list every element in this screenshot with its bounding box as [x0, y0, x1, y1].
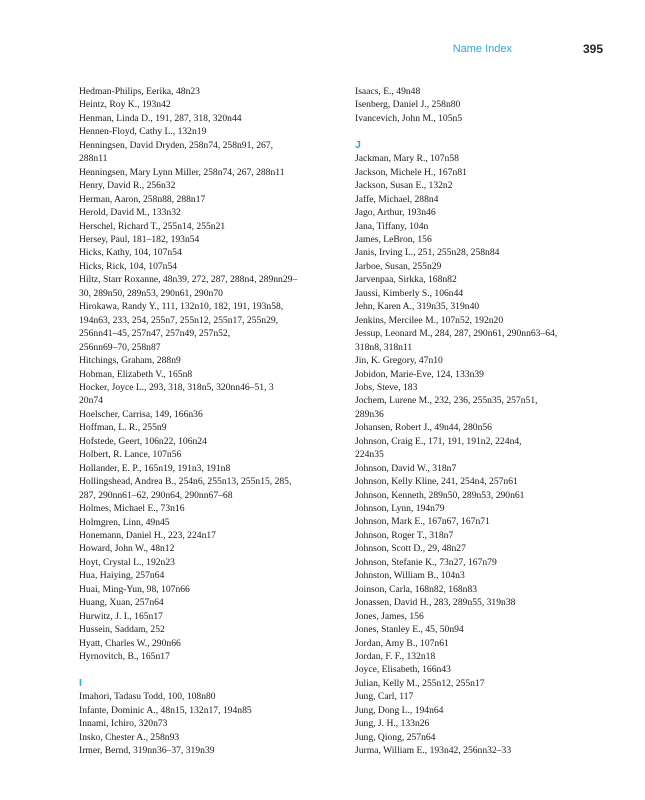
index-entry [79, 475, 341, 502]
index-entry-text: Herold, David M., 133n32 [79, 207, 181, 219]
index-entry-text: Henman, Linda D., 191, 287, 318, 320n44 [79, 112, 242, 124]
index-entry-text: Jobidon, Marie-Eve, 124, 133n39 [355, 368, 484, 380]
index-entry [355, 731, 613, 744]
index-entry [79, 502, 341, 515]
index-entry-text: Joyce, Elisabeth, 166n43 [355, 664, 451, 676]
index-entry [355, 152, 613, 165]
index-entry [79, 462, 341, 475]
index-entry [355, 327, 613, 354]
index-entry [355, 354, 613, 367]
index-entry [355, 273, 613, 286]
index-entry-continuation: 288n11 [79, 153, 108, 165]
index-entry [355, 314, 613, 327]
page-header [0, 43, 645, 59]
index-entry [79, 273, 341, 300]
index-entry-text: Joinson, Carla, 168n82, 168n83 [355, 583, 478, 595]
index-entry-continuation: 256nn41–45, 257n47, 257n49, 257n52, [79, 328, 231, 340]
index-entry-text: Howard, John W., 48n12 [79, 543, 175, 555]
index-entry [355, 166, 613, 179]
index-entry [79, 233, 341, 246]
index-entry [355, 502, 613, 515]
index-entry [355, 381, 613, 394]
index-entry [355, 246, 613, 259]
index-entry-continuation: 287, 290nn61–62, 290n64, 290nn67–68 [79, 489, 233, 501]
index-entry-text: Hocker, Joyce L., 293, 318, 318n5, 320nn46–51, 3 [79, 381, 274, 393]
index-entry-text: Jonassen, David H., 283, 289n55, 319n38 [355, 597, 516, 609]
index-entry [79, 246, 341, 259]
index-entry [355, 98, 613, 111]
index-entry [79, 206, 341, 219]
index-entry-text: Jaussi, Kimberly S., 106n44 [355, 287, 464, 299]
index-entry [79, 260, 341, 273]
index-entry [355, 663, 613, 676]
index-entry-text: Jana, Tiffany, 104n [355, 220, 429, 232]
index-entry-text: Jones, Stanley E., 45, 50n94 [355, 624, 464, 636]
index-entry-text: Innami, Ichiro, 320n73 [79, 718, 168, 730]
index-entry-text: Jurma, William E., 193n42, 256nn32–33 [355, 745, 512, 757]
index-entry [79, 744, 341, 757]
index-entry-text: Jackson, Susan E., 132n2 [355, 180, 453, 192]
index-entry-text: Jackson, Michele H., 167n81 [355, 166, 467, 178]
index-entry-text: Johnston, William B., 104n3 [355, 570, 465, 582]
index-entry-text: Hollingshead, Andrea B., 254n6, 255n13, 255n15, 285, [79, 476, 292, 488]
index-entry [355, 677, 613, 690]
index-entry-continuation: 224n35 [355, 449, 384, 461]
index-entry-text: Johnson, Lynn, 194n79 [355, 503, 445, 515]
index-entry-text: Jordan, Amy B., 107n61 [355, 637, 449, 649]
index-entry [79, 435, 341, 448]
index-entry-text: Hitchings, Graham, 288n9 [79, 355, 181, 367]
index-entry [79, 448, 341, 461]
index-entry [355, 179, 613, 192]
index-entry-text: Hiltz, Starr Roxanne, 48n39, 272, 287, 288n4, 289nn29– [79, 274, 298, 286]
index-entry-text: Jaffe, Michael, 288n4 [355, 193, 439, 205]
index-entry [79, 731, 341, 744]
index-entry [355, 623, 613, 636]
index-entry-text: Isaacs, E., 49n48 [355, 86, 421, 97]
index-entry-text: Janis, Irving L., 251, 255n28, 258n84 [355, 247, 500, 259]
index-entry [355, 542, 613, 555]
index-entry-text: Holmes, Michael E., 73n16 [79, 503, 185, 515]
index-entry [355, 421, 613, 434]
index-entry [79, 112, 341, 125]
index-entry [355, 85, 613, 98]
index-entry [79, 85, 341, 98]
index-entry-text: Jarboe, Susan, 255n29 [355, 260, 442, 272]
index-entry [355, 637, 613, 650]
index-entry-text: Heintz, Roy K., 193n42 [79, 99, 171, 111]
index-entry [355, 556, 613, 569]
index-entry [79, 610, 341, 623]
index-entry-text: Hyrnovitch, B., 165n17 [79, 651, 170, 663]
index-entry-text: Hofstede, Geert, 106n22, 106n24 [79, 435, 207, 447]
index-entry [79, 583, 341, 596]
index-entry-text: Johnson, David W., 318n7 [355, 462, 457, 474]
index-entry-text: Herman, Aaron, 258n88, 288n17 [79, 193, 206, 205]
index-entry [79, 569, 341, 582]
index-entry-text: Johnson, Mark E., 167n67, 167n71 [355, 516, 490, 528]
index-entry [79, 556, 341, 569]
index-entry-text: Henningsen, Mary Lynn Miller, 258n74, 267, 288n11 [79, 166, 285, 178]
index-entry-text: Jago, Arthur, 193n46 [355, 207, 436, 219]
index-entry [355, 717, 613, 730]
index-entry-text: Johnson, Kenneth, 289n50, 289n53, 290n61 [355, 489, 525, 501]
index-entry [355, 650, 613, 663]
index-entry-text: Huang, Xuan, 257n64 [79, 597, 164, 609]
index-entry [355, 704, 613, 717]
index-entry-text: Hicks, Rick, 104, 107n54 [79, 260, 178, 272]
index-entry [355, 529, 613, 542]
index-entry-text: Jobs, Steve, 183 [355, 381, 418, 393]
index-entry-text: Hennen-Floyd, Cathy L., 132n19 [79, 126, 207, 138]
index-entry-text: Hoyt, Crystal L., 192n23 [79, 556, 175, 568]
index-entry-text: Irmer, Bernd, 319nn36–37, 319n39 [79, 745, 215, 757]
index-entry-text: Jung, Carl, 117 [355, 691, 414, 703]
index-entry-text: Hoelscher, Carrisa, 149, 166n36 [79, 408, 203, 420]
index-entry [79, 408, 341, 421]
section-letter: J [355, 138, 361, 151]
index-entry-text: Johnson, Scott D., 29, 48n27 [355, 543, 466, 555]
index-entry-text: Hicks, Kathy, 104, 107n54 [79, 247, 182, 259]
index-entry [355, 112, 613, 125]
index-entry [79, 125, 341, 138]
index-entry [355, 690, 613, 703]
index-entry [79, 179, 341, 192]
index-entry-continuation: 289n36 [355, 408, 384, 420]
index-entry [79, 623, 341, 636]
index-entry-text: Johnson, Roger T., 318n7 [355, 529, 454, 541]
index-entry-text: Jarvenpaa, Sirkka, 168n82 [355, 274, 457, 286]
index-entry [79, 193, 341, 206]
index-entry-text: Insko, Chester A., 258n93 [79, 731, 180, 743]
index-entry-text: Jordan, F. F., 132n18 [355, 651, 436, 663]
index-entry [355, 569, 613, 582]
index-entry-text: Henningsen, David Dryden, 258n74, 258n91, 267, [79, 139, 273, 151]
index-entry-text: Herschel, Richard T., 255n14, 255n21 [79, 220, 226, 232]
index-entry-text: Jessup, Leonard M., 284, 287, 290n61, 290nn63–64, [355, 328, 558, 340]
index-entry-text: Hirokawa, Randy Y., 111, 132n10, 182, 191, 193n58, [79, 301, 284, 313]
index-entry-text: Jenkins, Mercilee M., 107n52, 192n20 [355, 314, 504, 326]
index-entry [355, 368, 613, 381]
section-spacer [355, 125, 613, 138]
index-entry [79, 637, 341, 650]
index-entry-text: Jung, Qiong, 257n64 [355, 731, 436, 743]
index-entry [355, 462, 613, 475]
index-entry [79, 650, 341, 663]
index-entry-text: James, LeBron, 156 [355, 233, 432, 245]
index-entry-text: Hedman-Philips, Eerika, 48n23 [79, 86, 200, 97]
index-entry [355, 260, 613, 273]
index-entry-text: Johnson, Kelly Kline, 241, 254n4, 257n61 [355, 476, 518, 488]
index-entry [79, 421, 341, 434]
index-entry-text: Isenberg, Daniel J., 258n80 [355, 99, 461, 111]
index-entry-text: Infante, Dominic A., 48n15, 132n17, 194n85 [79, 704, 252, 716]
index-entry-text: Hyatt, Charles W., 290n66 [79, 637, 181, 649]
running-head: Name Index [452, 43, 512, 55]
index-entry [355, 220, 613, 233]
index-entry [355, 475, 613, 488]
index-entry-text: Hurwitz, J. I., 165n17 [79, 610, 163, 622]
index-entry [79, 717, 341, 730]
index-entry-continuation: 20n74 [79, 395, 103, 407]
index-entry [79, 542, 341, 555]
index-entry-text: Jung, J. H., 133n26 [355, 718, 430, 730]
index-entry [355, 394, 613, 421]
index-entry-text: Hersey, Paul, 181–182, 193n54 [79, 233, 200, 245]
index-entry [355, 583, 613, 596]
index-entry-text: Jin, K. Gregory, 47n10 [355, 355, 443, 367]
index-entry [79, 98, 341, 111]
index-entry [79, 690, 341, 703]
index-entry [355, 193, 613, 206]
index-entry-text: Jung, Dong L., 194n64 [355, 704, 444, 716]
index-entry [79, 300, 341, 354]
index-entry-text: Julian, Kelly M., 255n12, 255n17 [355, 677, 485, 689]
index-entry-text: Jochem, Lurene M., 232, 236, 255n35, 257n51, [355, 395, 538, 407]
index-entry [355, 610, 613, 623]
index-entry [79, 381, 341, 408]
index-entry-continuation: 194n63, 233, 254, 255n7, 255n12, 255n17, 255n29, [79, 314, 279, 326]
index-entry-text: Hua, Haiying, 257n64 [79, 570, 165, 582]
page-number: 395 [582, 42, 603, 56]
index-entry-text: Henry, David R., 256n32 [79, 180, 176, 192]
index-entry [355, 206, 613, 219]
section-letter: I [79, 676, 82, 689]
index-entry-text: Holmgren, Linn, 49n45 [79, 516, 170, 528]
index-entry [79, 516, 341, 529]
index-entry [79, 166, 341, 179]
index-entry [355, 515, 613, 528]
index-entry-text: Jehn, Karen A., 319n35, 319n40 [355, 301, 480, 313]
index-column-right [355, 85, 613, 758]
index-entry [355, 287, 613, 300]
index-entry-text: Jackman, Mary R., 107n58 [355, 153, 459, 165]
index-entry-continuation: 30, 289n50, 289n53, 290n61, 290n70 [79, 287, 223, 299]
index-entry-text: Ivancevich, John M., 105n5 [355, 112, 463, 124]
index-entry [79, 139, 341, 166]
index-entry-text: Imahori, Tadasu Todd, 100, 108n80 [79, 691, 216, 703]
index-entry-text: Johnson, Craig E., 171, 191, 191n2, 224n4, [355, 435, 522, 447]
index-entry [355, 300, 613, 313]
section-spacer [79, 663, 341, 676]
index-entry [79, 354, 341, 367]
index-entry-text: Hollander, E. P., 165n19, 191n3, 191n8 [79, 462, 231, 474]
index-entry-continuation: 318n8, 318n11 [355, 341, 413, 353]
index-entry [79, 368, 341, 381]
index-entry [355, 233, 613, 246]
index-entry-text: Hoffman, L. R., 255n9 [79, 422, 167, 434]
index-entry-text: Huai, Ming-Yun, 98, 107n66 [79, 583, 190, 595]
index-entry-text: Holbert, R. Lance, 107n56 [79, 449, 182, 461]
index-entry-text: Jones, James, 156 [355, 610, 424, 622]
index-entry-text: Hussein, Saddam, 252 [79, 624, 165, 636]
index-entry-text: Honemann, Daniel H., 223, 224n17 [79, 529, 216, 541]
index-entry [355, 435, 613, 462]
index-entry [79, 529, 341, 542]
index-column-left [79, 85, 341, 758]
index-entry [79, 596, 341, 609]
index-entry [355, 489, 613, 502]
index-entry-continuation: 256nn69–70, 258n87 [79, 341, 161, 353]
index-entry [79, 220, 341, 233]
index-entry [79, 704, 341, 717]
index-entry [355, 744, 613, 757]
index-entry-text: Hobman, Elizabeth V., 165n8 [79, 368, 193, 380]
index-entry [355, 596, 613, 609]
index-entry-text: Johnson, Stefanie K., 73n27, 167n79 [355, 556, 497, 568]
index-entry-text: Johansen, Robert J., 49n44, 280n56 [355, 422, 492, 434]
